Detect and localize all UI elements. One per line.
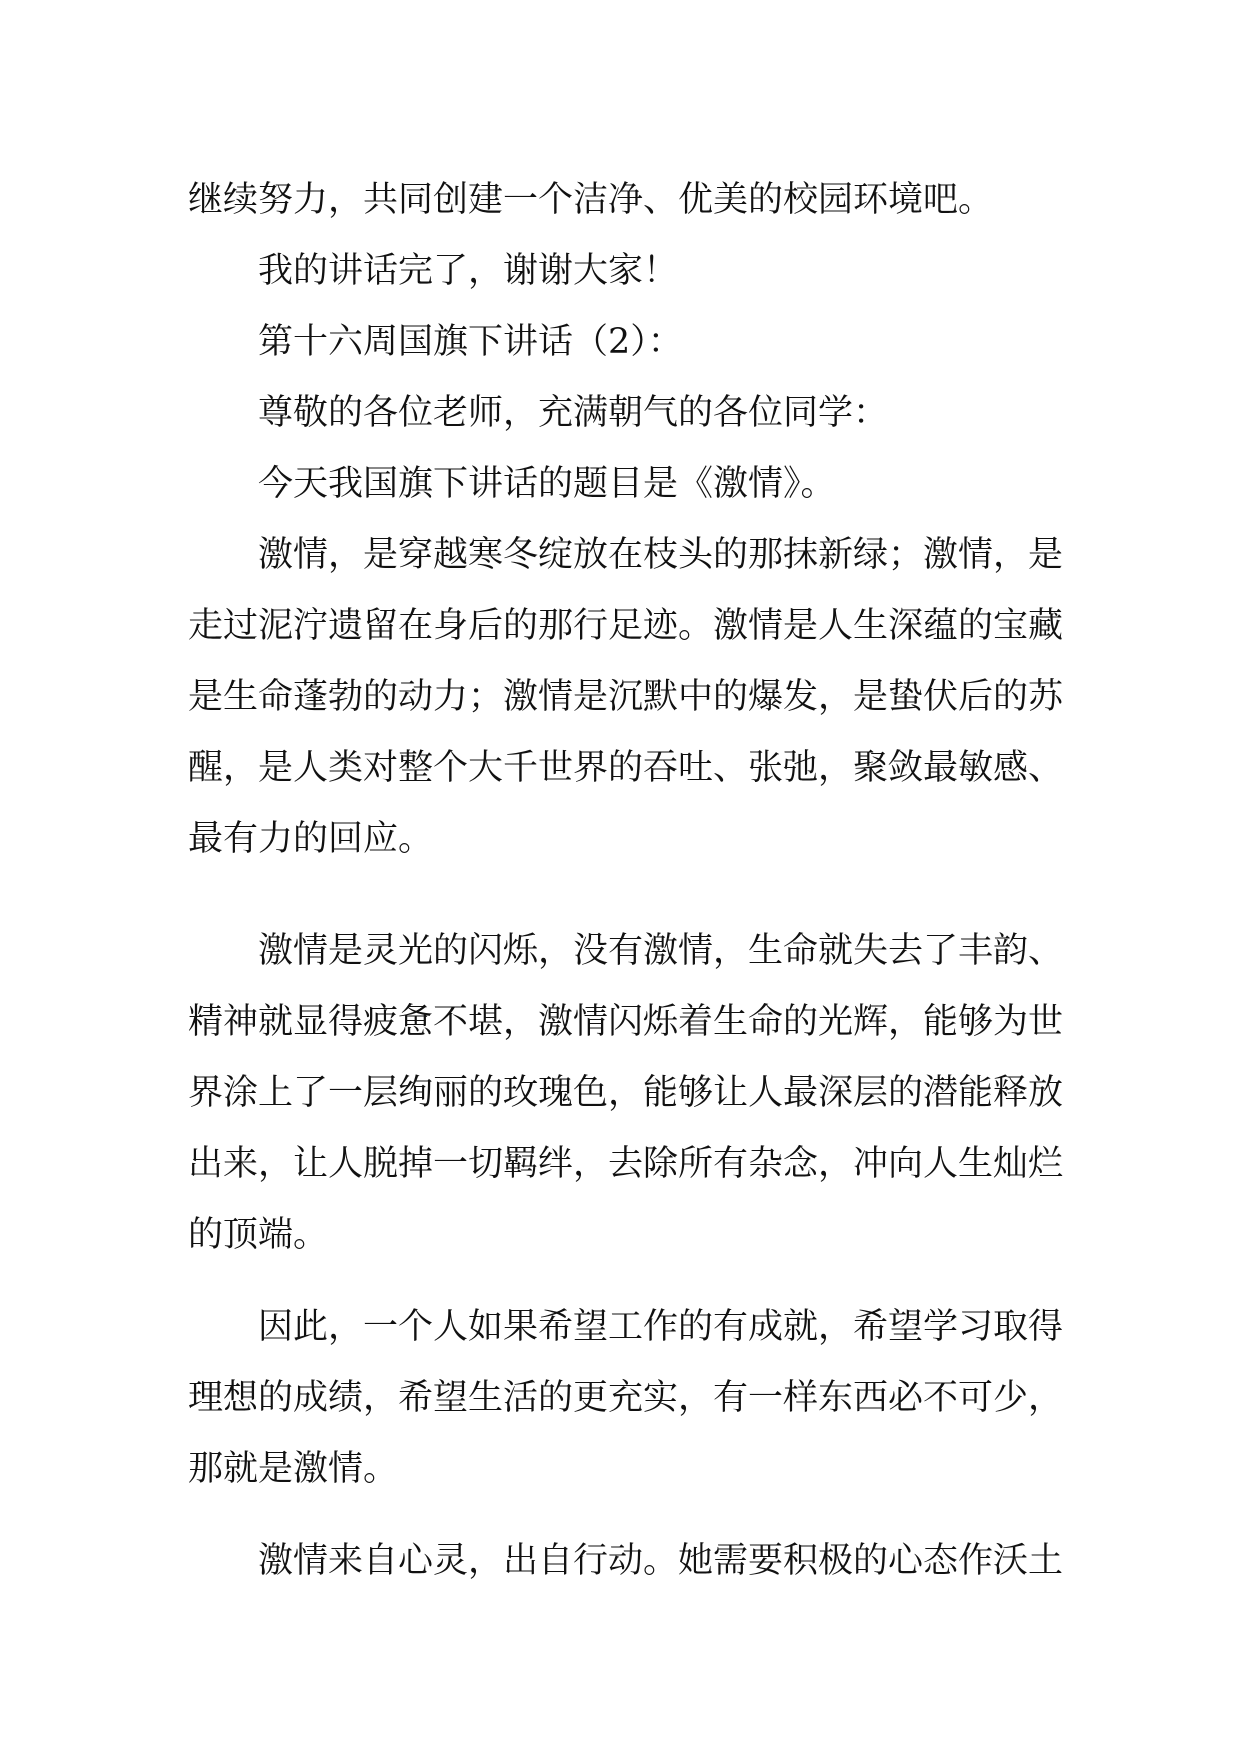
text-line: 激情是灵光的闪烁，没有激情，生命就失去了丰韵、: [258, 931, 1064, 971]
text-line: 激情，是穿越寒冬绽放在枝头的那抹新绿；激情，是: [258, 535, 1064, 575]
text-line: 的顶端。: [188, 1215, 329, 1255]
text-line: 激情来自心灵，出自行动。她需要积极的心态作沃土: [258, 1541, 1064, 1581]
text-line: 我的讲话完了，谢谢大家！: [258, 251, 679, 291]
text-line: 界涂上了一层绚丽的玫瑰色，能够让人最深层的潜能释放: [188, 1073, 1064, 1113]
text-line: 那就是激情。: [188, 1449, 399, 1489]
text-line: 精神就显得疲惫不堪，激情闪烁着生命的光辉，能够为世: [188, 1002, 1064, 1042]
text-line: 尊敬的各位老师，充满朝气的各位同学：: [258, 393, 889, 433]
text-line: 理想的成绩，希望生活的更充实，有一样东西必不可少，: [188, 1378, 1064, 1418]
text-line: 醒，是人类对整个大千世界的吞吐、张弛，聚敛最敏感、: [188, 748, 1064, 788]
text-line: 出来，让人脱掉一切羁绊，去除所有杂念，冲向人生灿烂: [188, 1144, 1064, 1184]
text-line: 最有力的回应。: [188, 819, 434, 859]
text-line: 是生命蓬勃的动力；激情是沉默中的爆发，是蛰伏后的苏: [188, 677, 1064, 717]
text-line: 因此，一个人如果希望工作的有成就，希望学习取得: [258, 1307, 1064, 1347]
text-line: 走过泥泞遗留在身后的那行足迹。激情是人生深蕴的宝藏: [188, 606, 1064, 646]
text-line: 第十六周国旗下讲话（2）：: [258, 322, 683, 362]
text-line: 今天我国旗下讲话的题目是《激情》。: [258, 464, 836, 504]
text-line: 继续努力，共同创建一个洁净、优美的校园环境吧。: [188, 180, 994, 220]
